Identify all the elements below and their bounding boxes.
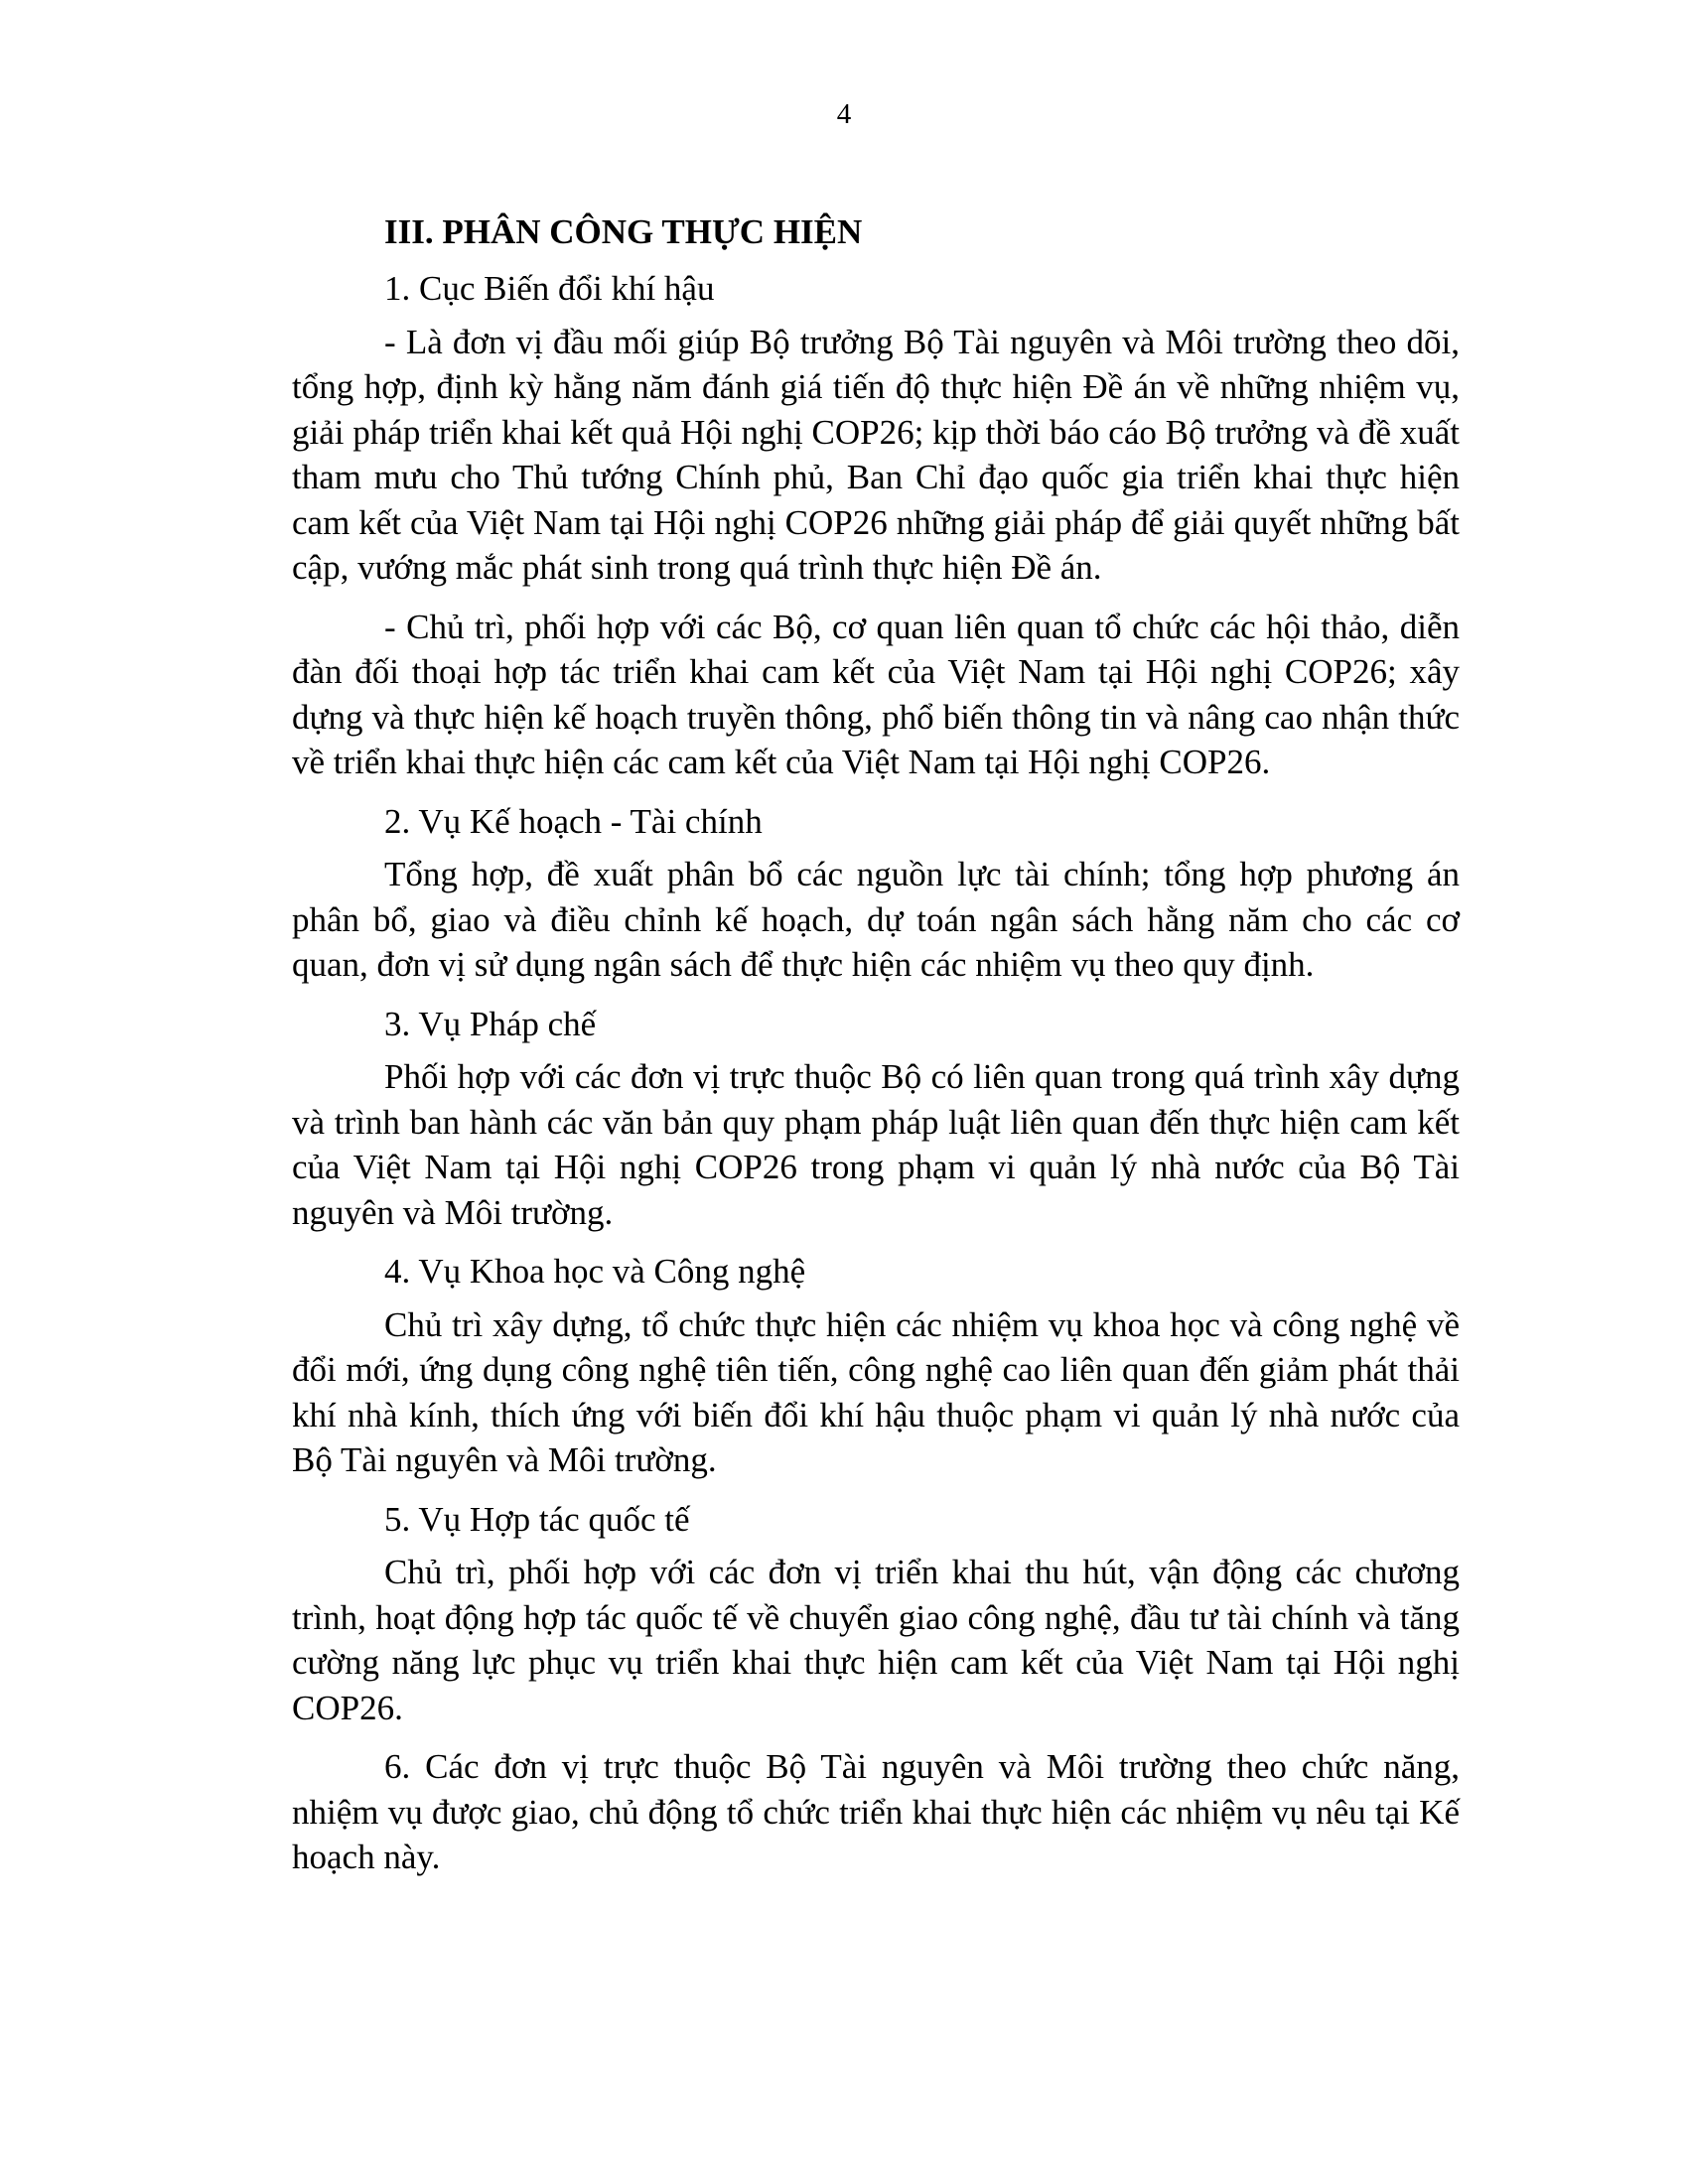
item-heading: 3. Vụ Pháp chế (384, 1004, 597, 1043)
item-heading: 5. Vụ Hợp tác quốc tế (384, 1499, 690, 1539)
paragraph: Tổng hợp, đề xuất phân bổ các nguồn lực tài chính; tổng hợp phương án phân bổ, giao và điều chỉnh kế hoạch, dự toán ngân sách hằng năm cho các cơ quan, đơn vị sử dụng ngân sách để thực hiện các nhiệm vụ theo quy định. (292, 855, 1460, 984)
section-title: III. PHÂN CÔNG THỰC HIỆN (384, 212, 863, 251)
item-heading: 4. Vụ Khoa học và Công nghệ (384, 1252, 806, 1291)
page-number: 4 (836, 98, 852, 130)
document-body (292, 208, 1460, 1894)
paragraph: - Chủ trì, phối hợp với các Bộ, cơ quan liên quan tổ chức các hội thảo, diễn đàn đối thoại hợp tác triển khai cam kết của Việt Nam tại Hội nghị COP26; xây dựng và thực hiện kế hoạch truyền thông, phổ biến thông tin và nâng cao nhận thức về triển khai thực hiện các cam kết của Việt Nam tại Hội nghị COP26. (292, 607, 1460, 781)
paragraph: Chủ trì xây dựng, tổ chức thực hiện các nhiệm vụ khoa học và công nghệ về đổi mới, ứng dụng công nghệ tiên tiến, công nghệ cao liên quan đến giảm phát thải khí nhà kính, thích ứng với biến đổi khí hậu thuộc phạm vi quản lý nhà nước của Bộ Tài nguyên và Môi trường. (292, 1304, 1460, 1479)
paragraph: Phối hợp với các đơn vị trực thuộc Bộ có liên quan trong quá trình xây dựng và trình ban hành các văn bản quy phạm pháp luật liên quan đến thực hiện cam kết của Việt Nam tại Hội nghị COP26 trong phạm vi quản lý nhà nước của Bộ Tài nguyên và Môi trường. (292, 1057, 1460, 1232)
closing-paragraph: 6. Các đơn vị trực thuộc Bộ Tài nguyên và Môi trường theo chức năng, nhiệm vụ được giao, chủ động tổ chức triển khai thực hiện các nhiệm vụ nêu tại Kế hoạch này. (292, 1747, 1460, 1876)
item-heading: 1. Cục Biến đổi khí hậu (384, 269, 715, 308)
paragraph: Chủ trì, phối hợp với các đơn vị triển khai thu hút, vận động các chương trình, hoạt động hợp tác quốc tế về chuyển giao công nghệ, đầu tư tài chính và tăng cường năng lực phục vụ triển khai thực hiện cam kết của Việt Nam tại Hội nghị COP26. (292, 1553, 1460, 1727)
item-heading: 2. Vụ Kế hoạch - Tài chính (384, 801, 763, 841)
paragraph: - Là đơn vị đầu mối giúp Bộ trưởng Bộ Tài nguyên và Môi trường theo dõi, tổng hợp, định kỳ hằng năm đánh giá tiến độ thực hiện Đề án về những nhiệm vụ, giải pháp triển khai kết quả Hội nghị COP26; kịp thời báo cáo Bộ trưởng và đề xuất tham mưu cho Thủ tướng Chính phủ, Ban Chỉ đạo quốc gia triển khai thực hiện cam kết của Việt Nam tại Hội nghị COP26 những giải pháp để giải quyết những bất cập, vướng mắc phát sinh trong quá trình thực hiện Đề án. (292, 322, 1460, 587)
